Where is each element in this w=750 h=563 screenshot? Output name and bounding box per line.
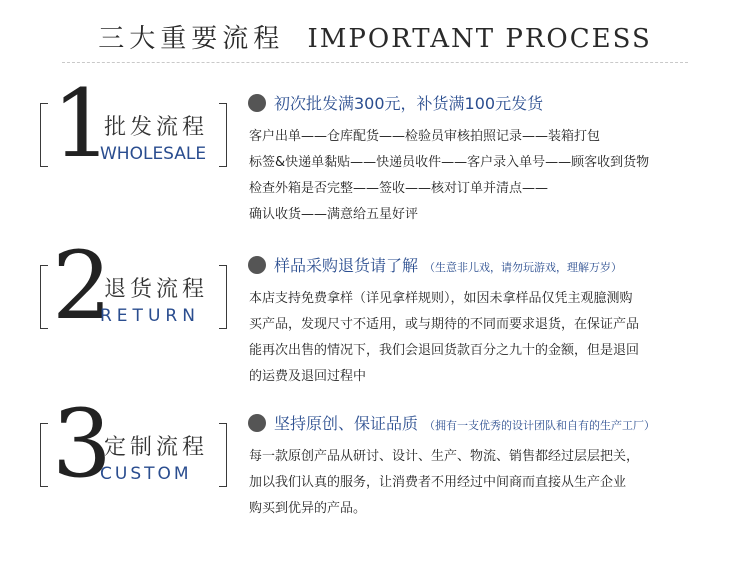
headline-note: （生意非儿戏，请勿玩游戏，理解万岁） <box>424 261 623 274</box>
left-bracket <box>40 423 48 487</box>
section-body <box>249 286 639 390</box>
section-title-en: RETURN <box>100 306 200 326</box>
left-bracket <box>40 103 48 167</box>
body-line: 的运费及退回过程中 <box>249 369 367 384</box>
headline-text: 初次批发满300元，补货满100元发货 <box>274 94 544 113</box>
section-number: 3 <box>52 390 112 499</box>
body-line: 确认收货——满意给五星好评 <box>249 207 419 222</box>
body-line: 每一款原创产品从研讨、设计、生产、物流、销售都经过层层把关， <box>249 449 640 464</box>
body-line: 购买到优异的产品。 <box>249 501 367 516</box>
headline-text: 坚持原创、保证品质 <box>274 414 419 433</box>
bullet-dot-icon <box>248 94 266 112</box>
section-headline <box>274 253 622 276</box>
header-divider <box>62 62 688 63</box>
section-title-cn: 批发流程 <box>104 115 209 140</box>
left-bracket <box>40 265 48 329</box>
right-bracket <box>219 265 227 329</box>
right-bracket <box>219 423 227 487</box>
body-line: 本店支持免费拿样（详见拿样规则），如因未拿样品仅凭主观臆测购 <box>249 291 633 306</box>
header-title-cn: 三大重要流程 <box>98 24 285 54</box>
right-bracket <box>219 103 227 167</box>
body-line: 标签&快递单黏贴——快递员收件——客户录入单号——顾客收到货物 <box>249 155 650 170</box>
section-number: 1 <box>52 70 112 179</box>
section-title-en: WHOLESALE <box>100 144 207 164</box>
body-line: 能再次出售的情况下，我们会退回货款百分之九十的金额，但是退回 <box>249 343 640 358</box>
page-header <box>0 18 750 55</box>
section-title-en: CUSTOM <box>100 464 192 484</box>
headline-text: 样品采购退货请了解 <box>274 256 419 275</box>
section-body <box>249 124 649 228</box>
section-body <box>249 444 639 522</box>
section-headline <box>274 91 543 114</box>
body-line: 客户出单——仓库配货——检验员审核拍照记录——装箱打包 <box>249 129 601 144</box>
body-line: 检查外箱是否完整——签收——核对订单并清点—— <box>249 181 549 196</box>
section-number: 2 <box>52 232 112 341</box>
bullet-dot-icon <box>248 256 266 274</box>
section-title-cn: 定制流程 <box>104 435 209 460</box>
header-title-en: IMPORTANT PROCESS <box>307 24 652 54</box>
section-title-cn: 退货流程 <box>104 277 209 302</box>
headline-note: （拥有一支优秀的设计团队和自有的生产工厂） <box>424 419 656 432</box>
body-line: 加以我们认真的服务，让消费者不用经过中间商而直接从生产企业 <box>249 475 627 490</box>
section-headline <box>274 411 655 434</box>
body-line: 买产品，发现尺寸不适用，或与期待的不同而要求退货，在保证产品 <box>249 317 640 332</box>
bullet-dot-icon <box>248 414 266 432</box>
